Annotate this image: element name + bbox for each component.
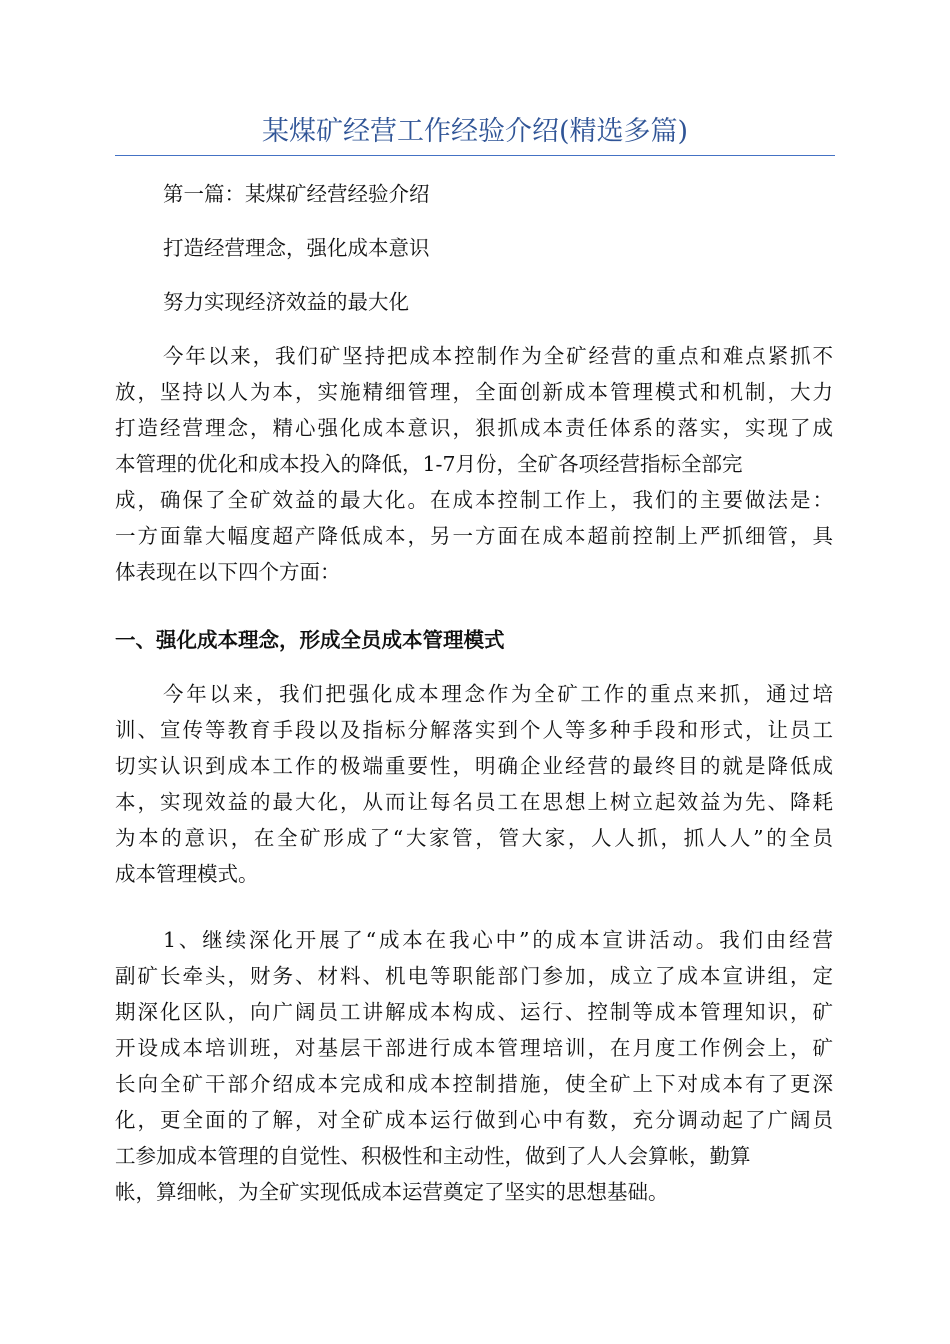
paragraph-line: 长向全矿干部介绍成本完成和成本控制措施，使全矿上下对成本有了更深 [115, 1072, 833, 1096]
paragraph-line: 今年以来，我们把强化成本理念作为全矿工作的重点来抓，通过培 [163, 682, 833, 706]
paragraph-line: 训、宣传等教育手段以及指标分解落实到个人等多种手段和形式，让员工 [115, 718, 833, 742]
paragraph-line: 工参加成本管理的自觉性、积极性和主动性，做到了人人会算帐，勤算 [115, 1144, 751, 1168]
paragraph-1 [115, 338, 833, 590]
paragraph-line: 切实认识到成本工作的极端重要性，明确企业经营的最终目的就是降低成 [115, 754, 833, 778]
paragraph-line: 今年以来，我们矿坚持把成本控制作为全矿经营的重点和难点紧抓不 [163, 344, 833, 368]
paragraph-line: 放，坚持以人为本，实施精细管理，全面创新成本管理模式和机制，大力 [115, 380, 833, 404]
paragraph-line: 体表现在以下四个方面： [115, 560, 341, 584]
subhead-line: 努力实现经济效益的最大化 [163, 290, 409, 314]
paragraph-line: 一方面靠大幅度超产降低成本，另一方面在成本超前控制上严抓细管，具 [115, 524, 833, 548]
subhead-line: 打造经营理念，强化成本意识 [163, 236, 430, 260]
title-underline [115, 155, 835, 156]
paragraph-line: 打造经营理念，精心强化成本意识，狠抓成本责任体系的落实，实现了成 [115, 416, 833, 440]
paragraph-line: 帐，算细帐，为全矿实现低成本运营奠定了坚实的思想基础。 [115, 1180, 669, 1204]
paragraph-line: 1、继续深化开展了“成本在我心中”的成本宣讲活动。我们由经营 [163, 928, 833, 952]
subheads [115, 176, 833, 212]
paragraph-line: 副矿长牵头，财务、材料、机电等职能部门参加，成立了成本宣讲组，定 [115, 964, 833, 988]
paragraph-line: 成，确保了全矿效益的最大化。在成本控制工作上，我们的主要做法是： [115, 488, 833, 512]
document-title: 某煤矿经营工作经验介绍(精选多篇) [261, 116, 689, 147]
paragraph-line: 开设成本培训班，对基层干部进行成本管理培训，在月度工作例会上，矿 [115, 1036, 833, 1060]
paragraph-line: 化，更全面的了解，对全矿成本运行做到心中有数，充分调动起了广阔员 [115, 1108, 833, 1132]
paragraph-line: 本管理的优化和成本投入的降低，1-7月份，全矿各项经营指标全部完 [115, 452, 743, 476]
paragraph-2 [115, 676, 833, 892]
paragraph-line: 成本管理模式。 [115, 862, 259, 886]
subheads [115, 284, 833, 320]
subhead-line: 第一篇：某煤矿经营经验介绍 [163, 182, 430, 206]
paragraph-line: 为本的意识，在全矿形成了“大家管，管大家，人人抓，抓人人”的全员 [115, 826, 833, 850]
subheads [115, 230, 833, 266]
section-heading: 一、强化成本理念，形成全员成本管理模式 [115, 628, 505, 652]
paragraph-3 [115, 922, 833, 1210]
paragraph-line: 期深化区队，向广阔员工讲解成本构成、运行、控制等成本管理知识，矿 [115, 1000, 833, 1024]
paragraph-line: 本，实现效益的最大化，从而让每名员工在思想上树立起效益为先、降耗 [115, 790, 833, 814]
